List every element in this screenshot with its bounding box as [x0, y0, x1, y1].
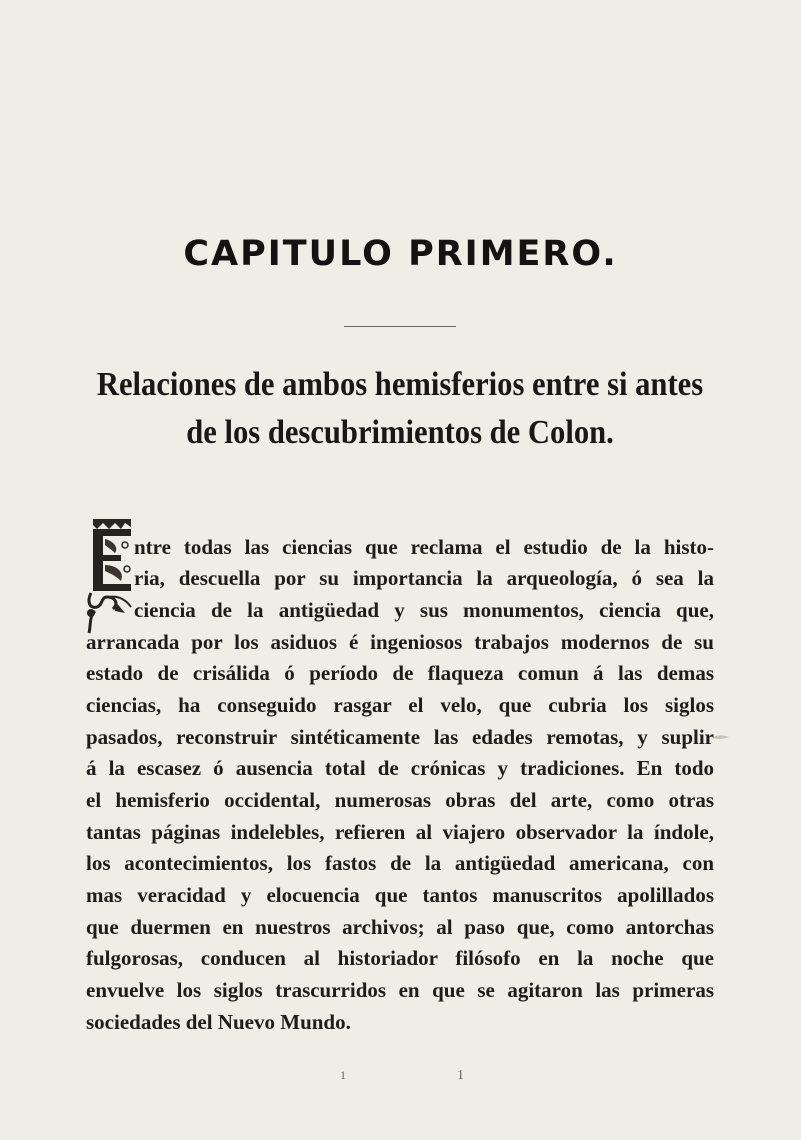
paragraph-line: envuelve los siglos trascurridos en que se agitaron las primeras — [86, 978, 714, 1002]
signature-mark: 1 — [340, 1068, 346, 1082]
paragraph-line: fulgorosas, conducen al historiador filósofo en la noche que — [86, 946, 714, 970]
chapter-subtitle-line-1: Relaciones de ambos hemisferios entre si antes — [96, 366, 704, 403]
paragraph-line: el hemisferio occidental, numerosas obras del arte, como otras — [86, 788, 714, 812]
paragraph-line: los acontecimientos, los fastos de la antigüedad americana, con — [86, 851, 714, 875]
paragraph-line: á la escasez ó ausencia total de crónicas y tradiciones. En todo — [86, 756, 714, 780]
chapter-subtitle-line-2: de los descubrimientos de Colon. — [186, 414, 614, 451]
paragraph-line: ntre todas las ciencias que reclama el estudio de la histo- — [134, 535, 714, 559]
paragraph-line: pasados, reconstruir sintéticamente las edades remotas, y suplir — [86, 725, 714, 749]
paragraph-line: ria, descuella por su importancia la arqueología, ó sea la — [134, 566, 714, 590]
paragraph-line: arrancada por los asiduos é ingeniosos trabajos modernos de su — [86, 630, 714, 654]
ornamental-initial-e-icon — [85, 517, 135, 635]
paragraph-line: mas veracidad y elocuencia que tantos manuscritos apolillados — [86, 883, 714, 907]
page-number: 1 — [457, 1068, 464, 1083]
paragraph-line: ciencia de la antigüedad y sus monumentos, ciencia que, — [134, 598, 714, 622]
paragraph-line: que duermen en nuestros archivos; al paso que, como antorchas — [86, 915, 714, 939]
decorative-rule — [344, 326, 456, 327]
paragraph-line: ciencias, ha conseguido rasgar el velo, que cubria los siglos — [86, 693, 714, 717]
chapter-title: CAPITULO PRIMERO. — [183, 234, 618, 274]
paragraph-line: tantas páginas indelebles, refieren al viajero observador la índole, — [86, 820, 714, 844]
paper-blemish-icon — [712, 732, 730, 742]
paragraph-last-line: sociedades del Nuevo Mundo. — [86, 1010, 351, 1034]
paragraph-line: estado de crisálida ó período de flaqueza comun á las demas — [86, 661, 714, 685]
